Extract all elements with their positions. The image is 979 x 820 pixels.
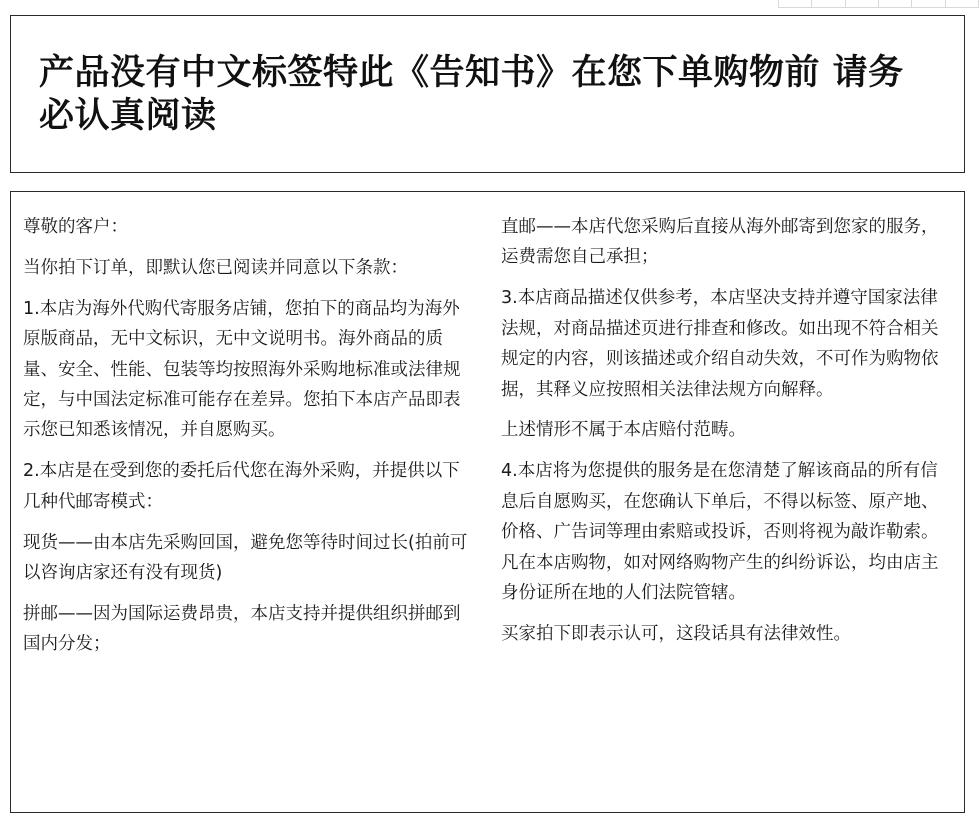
mode-consolidated-shipping: 拼邮——因为国际运费昂贵，本店支持并提供组织拼邮到国内分发； [23,603,461,655]
notice-content-box [10,191,965,813]
grid-cell [779,0,812,7]
right-column [501,212,946,660]
grid-cell [812,0,845,7]
grid-cell [846,0,879,7]
title-box [10,15,965,173]
mode-in-stock: 现货——由本店先采购回国，避免您等待时间过长(拍前可以咨询店家还有没有现货) [23,532,468,584]
closing-statement: 买家拍下即表示认可，这段话具有法律效性。 [501,623,851,644]
corner-grid-decoration [778,0,979,8]
intro-paragraph: 当你拍下订单，即默认您已阅读并同意以下条款： [23,257,408,278]
clause-2: 2.本店是在受到您的委托后代您在海外采购，并提供以下几种代邮寄模式： [23,461,460,512]
clause-3: 3.本店商品描述仅供参考，本店坚决支持并遵守国家法律法规，对商品描述页进行排查和修改。如出现不符合相关规定的内容，则该描述或介绍自动失效，不可作为购物依据，其释义应按照相关法律法规方向解释。 [501,288,939,400]
exclusion-note: 上述情形不属于本店赔付范畴。 [501,420,746,441]
salutation: 尊敬的客户： [23,217,128,237]
grid-cell [946,0,979,7]
left-column [23,212,468,670]
clause-1: 1.本店为海外代购代寄服务店铺，您拍下的商品均为海外原版商品，无中文标识，无中文说明书。海外商品的质量、安全、性能、包装等均按照海外采购地标准或法律规定，与中国法定标准可能存在差异。您拍下本店产品即表示您已知悉该情况，并自愿购买。 [23,298,461,441]
grid-cell [879,0,912,7]
grid-cell [912,0,945,7]
mode-direct-mail: 直邮——本店代您采购后直接从海外邮寄到您家的服务，运费需您自己承担； [501,217,939,268]
clause-4: 4.本店将为您提供的服务是在您清楚了解该商品的所有信息后自愿购买，在您确认下单后，不得以标签、原产地、价格、广告词等理由索赔或投诉，否则将视为敲诈勒索。凡在本店购物，如对网络购物产生的纠纷诉讼，均由店主身份证所在地的人们法院管辖。 [501,461,939,603]
notice-title: 产品没有中文标签特此《告知书》在您下单购物前 请务必认真阅读 [39,53,904,136]
